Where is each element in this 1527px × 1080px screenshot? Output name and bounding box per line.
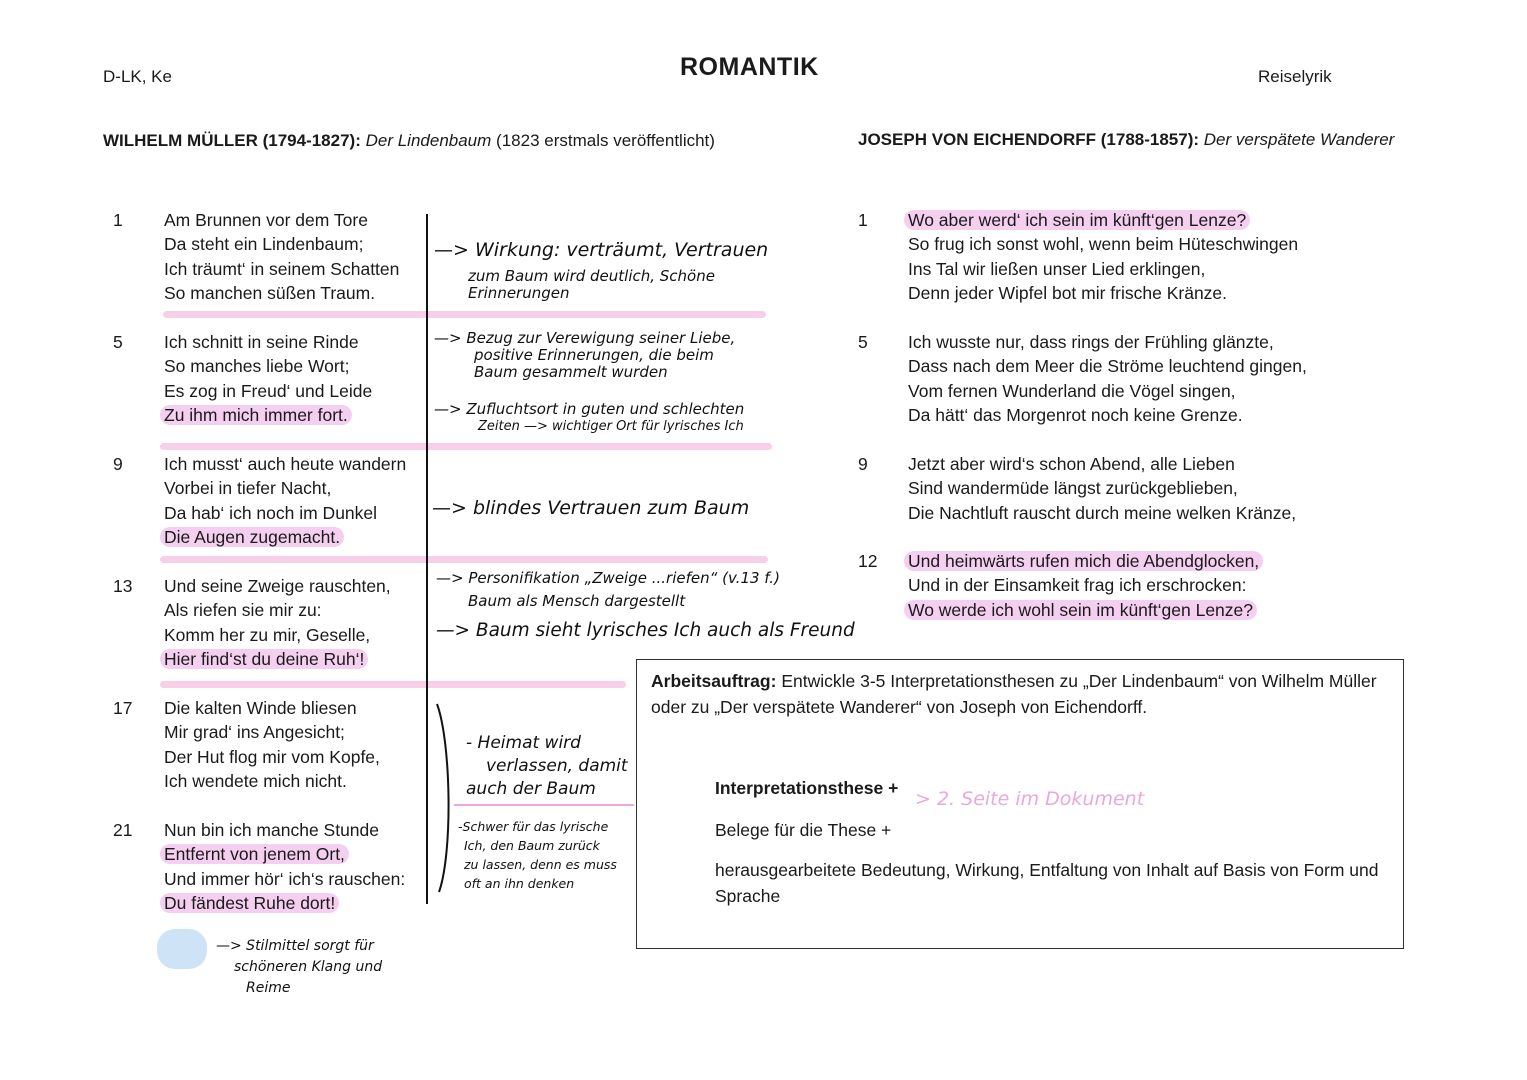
line-number: 9 bbox=[858, 454, 868, 474]
bedeutung-label: herausgearbeitete Bedeutung, Wirkung, Entfaltung von Inhalt auf Basis von Form und Sprache bbox=[715, 860, 1379, 906]
poem-line-highlighted bbox=[908, 598, 1259, 622]
poem-line: Vom fernen Wunderland die Vögel singen, bbox=[908, 380, 1236, 401]
poem-line: So frug ich sonst wohl, wenn beim Hüteschwingen bbox=[908, 234, 1299, 255]
poem-line: Und in der Einsamkeit frag ich erschrocken: bbox=[908, 575, 1247, 596]
highlight: Wo werde ich wohl sein im künft‘gen Lenze? bbox=[904, 600, 1257, 620]
annotation-wirkung: —> Wirkung: verträumt, Vertrauen bbox=[434, 239, 769, 261]
highlight: Zu ihm mich immer fort. bbox=[160, 405, 352, 425]
poem-line: Ich schnitt in seine Rinde bbox=[164, 332, 359, 352]
annotation-bezug: —> Bezug zur Verewigung seiner Liebe, positive Erinnerungen, die beim Baum gesammelt wurden bbox=[434, 329, 736, 381]
line-number: 13 bbox=[113, 576, 133, 596]
line-number: 1 bbox=[113, 210, 123, 230]
annotation-heimat: - Heimat wird verlassen, damit auch der Baum bbox=[466, 733, 628, 799]
right-stanza-2 bbox=[908, 330, 1307, 428]
left-stanza-6 bbox=[164, 818, 405, 916]
poem-line-highlighted bbox=[908, 549, 1259, 573]
annotation-stilmittel: —> Stilmittel sorgt für schöneren Klang und Reime bbox=[216, 938, 383, 996]
task-label: Arbeitsauftrag: bbox=[651, 671, 777, 691]
left-stanza-5 bbox=[164, 696, 380, 794]
poem-line: Der Hut flog mir vom Kopfe, bbox=[164, 746, 380, 767]
line-number: 21 bbox=[113, 820, 133, 840]
poem-line-highlighted bbox=[164, 647, 391, 671]
annotation-zuflucht: —> Zufluchtsort in guten und schlechten Zeiten —> wichtiger Ort für lyrisches Ich bbox=[434, 400, 745, 434]
poem-line: Nun bin ich manche Stunde bbox=[164, 820, 379, 840]
left-stanza-4 bbox=[164, 574, 391, 672]
line-number: 9 bbox=[113, 454, 123, 474]
poem-line: Da steht ein Lindenbaum; bbox=[164, 234, 364, 255]
poem-line-highlighted bbox=[164, 842, 405, 866]
bracket-icon bbox=[433, 702, 457, 894]
poem-line: Und seine Zweige rauschten, bbox=[164, 576, 391, 596]
annotation-schwer: -Schwer für das lyrische Ich, den Baum zurück zu lassen, denn es muss oft an ihn denken bbox=[458, 819, 617, 891]
poem-line: Komm her zu mir, Geselle, bbox=[164, 624, 371, 645]
highlight: Und heimwärts rufen mich die Abendglocken, bbox=[904, 551, 1263, 571]
poem-line: Da hätt‘ das Morgenrot noch keine Grenze. bbox=[908, 405, 1243, 426]
poem-line: Dass nach dem Meer die Ströme leuchtend gingen, bbox=[908, 356, 1307, 377]
poem-line: Ich wendete mich nicht. bbox=[164, 771, 347, 792]
annotation-divider bbox=[454, 804, 634, 806]
header-left: D-LK, Ke bbox=[103, 67, 172, 86]
right-poem-title: Der verspätete Wanderer bbox=[1203, 130, 1395, 149]
line-number: 12 bbox=[858, 551, 878, 571]
poem-line: Am Brunnen vor dem Tore bbox=[164, 210, 368, 230]
poem-line: Ich wusste nur, dass rings der Frühling glänzte, bbox=[908, 332, 1274, 352]
separator bbox=[160, 556, 768, 563]
separator bbox=[163, 311, 766, 318]
poem-line: Als riefen sie mir zu: bbox=[164, 600, 322, 621]
line-number: 5 bbox=[113, 332, 123, 352]
poem-line-highlighted bbox=[164, 403, 372, 427]
task-description bbox=[651, 668, 1386, 720]
left-poem-heading bbox=[103, 131, 715, 151]
task-box bbox=[636, 659, 1404, 949]
poem-line: Denn jeder Wipfel bot mir frische Kränze. bbox=[908, 283, 1228, 304]
poem-line: Ins Tal wir ließen unser Lied erklingen, bbox=[908, 258, 1206, 279]
blue-highlight-swatch bbox=[157, 929, 207, 969]
poem-line: Sind wandermüde längst zurückgeblieben, bbox=[908, 478, 1238, 499]
annotation-vertrauen: —> blindes Vertrauen zum Baum bbox=[432, 497, 750, 519]
highlight: Du fändest Ruhe dort! bbox=[160, 893, 339, 913]
left-stanza-2 bbox=[164, 330, 372, 428]
poem-line: Ich musst‘ auch heute wandern bbox=[164, 454, 407, 474]
separator bbox=[160, 443, 772, 450]
line-number: 5 bbox=[858, 332, 868, 352]
column-divider bbox=[426, 214, 428, 904]
separator bbox=[160, 681, 626, 688]
annotation-freund: —> Baum sieht lyrisches Ich auch als Freund bbox=[436, 620, 855, 641]
poem-line: So manchen süßen Traum. bbox=[164, 283, 376, 304]
right-stanza-3 bbox=[908, 452, 1296, 525]
poem-line-highlighted bbox=[164, 525, 406, 549]
right-stanza-1 bbox=[908, 208, 1298, 306]
annotation-wirkung-cont: zum Baum wird deutlich, Schöne Erinnerungen bbox=[468, 267, 715, 302]
poem-line: Die Nachtluft rauscht durch meine welken Kränze, bbox=[908, 502, 1297, 523]
poem-line: Da hab‘ ich noch im Dunkel bbox=[164, 502, 378, 523]
right-stanza-4 bbox=[908, 549, 1259, 622]
highlight: Entfernt von jenem Ort, bbox=[160, 844, 349, 864]
belege-label: Belege für die These + bbox=[715, 820, 892, 840]
task-text: Entwickle 3-5 Interpretationsthesen zu „Der Lindenbaum“ von Wilhelm Müller oder zu „Der verspätete Wanderer“ von Joseph von Eichendorff. bbox=[651, 671, 1377, 717]
poem-line: So manches liebe Wort; bbox=[164, 356, 350, 377]
right-poem-author: JOSEPH VON EICHENDORFF (1788-1857): bbox=[858, 130, 1200, 149]
highlight: Hier find‘st du deine Ruh‘! bbox=[160, 649, 368, 669]
poem-line: Mir grad‘ ins Angesicht; bbox=[164, 722, 345, 743]
right-poem-heading bbox=[858, 130, 1394, 150]
highlight: Die Augen zugemacht. bbox=[160, 527, 344, 547]
poem-line: Und immer hör‘ ich‘s rauschen: bbox=[164, 868, 406, 889]
line-number: 1 bbox=[858, 210, 868, 230]
header-right: Reiselyrik bbox=[1258, 67, 1332, 86]
poem-line: Die kalten Winde bliesen bbox=[164, 698, 357, 718]
left-poem-title: Der Lindenbaum bbox=[365, 131, 492, 150]
poem-line: Es zog in Freud‘ und Leide bbox=[164, 380, 373, 401]
line-number: 17 bbox=[113, 698, 133, 718]
poem-line: Jetzt aber wird‘s schon Abend, alle Lieben bbox=[908, 454, 1235, 474]
annotation-seite: > 2. Seite im Dokument bbox=[915, 788, 1145, 810]
poem-line-highlighted bbox=[908, 208, 1298, 232]
poem-line-highlighted bbox=[164, 891, 405, 915]
left-poem-author: WILHELM MÜLLER (1794-1827): bbox=[103, 131, 361, 150]
page-title: ROMANTIK bbox=[680, 53, 819, 81]
highlight: Wo aber werd‘ ich sein im künft‘gen Lenze? bbox=[904, 210, 1250, 230]
left-poem-note: (1823 erstmals veröffentlicht) bbox=[496, 131, 715, 150]
annotation-personifikation: —> Personifikation „Zweige ...riefen“ (v.13 f.) Baum als Mensch dargestellt bbox=[436, 569, 780, 610]
poem-line: Vorbei in tiefer Nacht, bbox=[164, 478, 332, 499]
left-stanza-3 bbox=[164, 452, 406, 550]
poem-line: Ich träumt‘ in seinem Schatten bbox=[164, 258, 400, 279]
left-stanza-1 bbox=[164, 208, 399, 306]
these-label: Interpretationsthese + bbox=[715, 778, 899, 798]
